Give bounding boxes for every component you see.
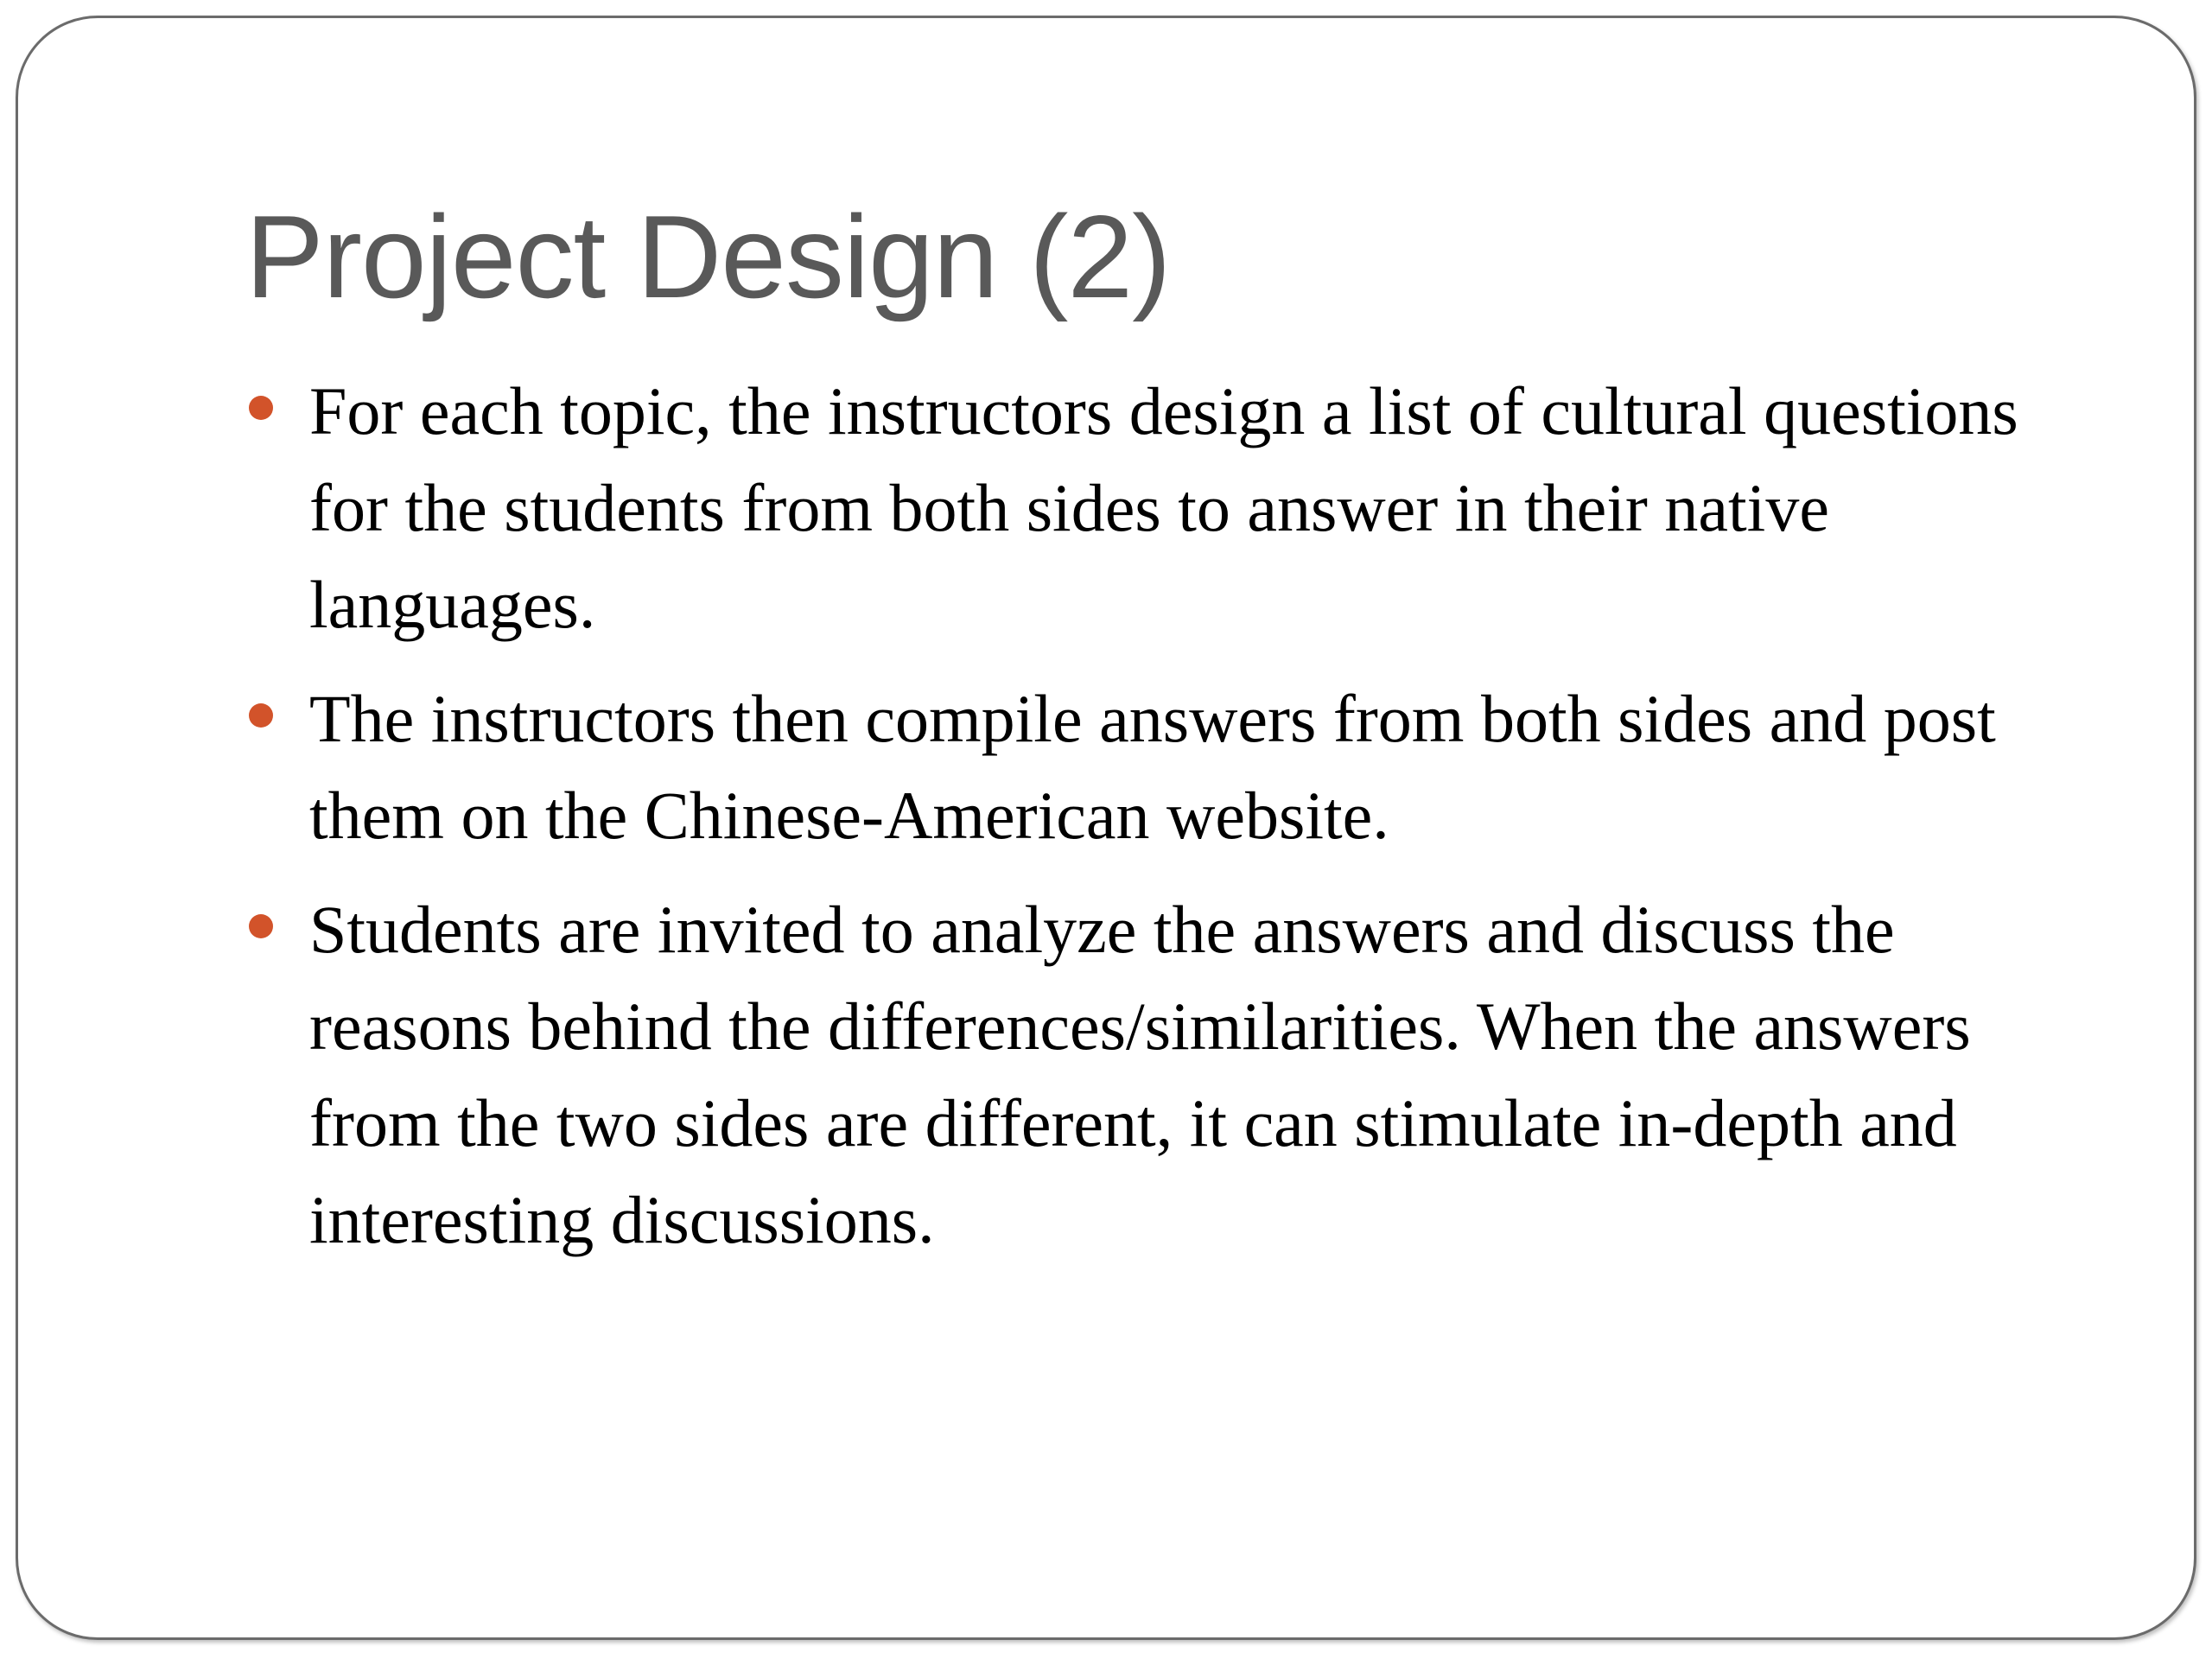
bullet-dot-icon <box>249 914 273 938</box>
bullet-item <box>245 881 2069 1268</box>
bullet-item <box>245 671 2069 864</box>
bullet-text: For each topic, the instructors design a list of cultural questions for the students from both sides to answer in their native languages. <box>309 373 2018 642</box>
bullet-dot-icon <box>249 396 273 420</box>
bullet-list <box>245 363 2069 1286</box>
slide-title: Project Design (2) <box>245 191 1171 322</box>
bullet-dot-icon <box>249 703 273 728</box>
bullet-text: The instructors then compile answers from both sides and post them on the Chinese-American website. <box>309 681 1996 853</box>
bullet-item <box>245 363 2069 653</box>
bullet-text: Students are invited to analyze the answers and discuss the reasons behind the differences/similarities. When the answers from the two sides are different, it can stimulate in-depth and interesting discussions. <box>309 892 1971 1257</box>
